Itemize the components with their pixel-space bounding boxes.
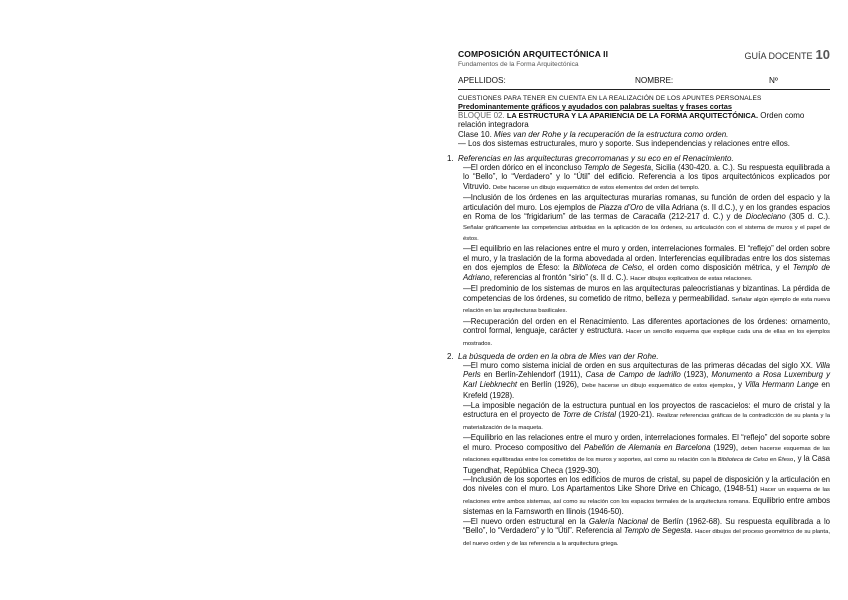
bloque-label: BLOQUE 02. (458, 111, 505, 120)
paragraph: —Equilibrio en las relaciones entre el muro y orden, interrelaciones formales. El “reflejo” del soporte sobre el muro. Proceso compositivo del Pabellón de Alemania en Barcelona (1929), deben hacerse esquemas de las relaciones equilibradas entre los cometidos de los muros y soportes, así como su relación con la Biblioteca de Celso en Éfeso, y la Casa Tugendhat, República Checa (1929-30). (463, 433, 831, 475)
cuestiones-heading: CUESTIONES PARA TENER EN CUENTA EN LA REALIZACIÓN DE LOS APUNTES PERSONALES (458, 95, 762, 102)
paragraph: —El equilibrio en las relaciones entre el muro y orden, interrelaciones formales. El “reflejo” del orden sobre el muro, y la traslación de la forma abovedada al orden. Interferencias equilibradas entre los dos sistemas en dos ejemplos de Éfeso: la Biblioteca de Celso, el orden como disposición métrica, y el Templo de Adriano, referencias al frontón “sirio” (s. II d. C.). Hacer dibujos explicativos de estas relaciones. (463, 244, 830, 282)
topic-list (447, 153, 831, 549)
numero-label: Nº (769, 76, 778, 85)
paragraph: —El muro como sistema inicial de orden en sus arquitecturas de las primeras décadas del siglo XX. Villa Perls en Berlín-Zehlendorf (1911), Casa de Campo de ladrillo (1923), Monumento a Rosa Luxemburg y Karl Liebknecht en Berlín (1926), Debe hacerse un dibujo esquemático de estos ejemplos, y Villa Hermann Lange en Krefeld (1928). (463, 360, 830, 401)
guide-badge (745, 47, 830, 62)
paragraph: —Recuperación del orden en el Renacimiento. Las diferentes aportaciones de los órdenes: ornamento, control formal, lenguaje, carácter y estructura. Hacer un sencillo esquema que explique cada una de ellas en los ejemplos mostrados. (463, 316, 830, 347)
paragraph: —El nuevo orden estructural en la Galería Nacional de Berlín (1962-68). Su respuesta equilibrada a lo “Bello”, lo “Verdadero” y lo “Útil”. Referencia al Templo de Segesta. Hacer dibujos del proceso geométrico de su planta, del nuevo orden y de las referencia a la arquitectura griega. (463, 516, 830, 547)
document-page (447, 46, 831, 549)
bloque-rest: Orden como relación integradora (458, 111, 805, 130)
paragraph: —Inclusión de los soportes en los edificios de muros de cristal, su papel de disposición y la articulación en dos niveles con el muro. Los Apartamentos Like Shore Drive en Chicago, (1948-51) Hacer un esquema de las relaciones entre ambos sistemas, así como su relación con los espacios termales de la arquitectura romana. Equilibrio entre ambos sistemas en la Farnsworth en Ilinois (1946-50). (463, 474, 830, 517)
topic-number: 1. (447, 153, 454, 163)
clase-prefix: Clase 10. (458, 129, 495, 139)
clase-line (458, 130, 830, 139)
topic-number: 2. (447, 351, 454, 361)
predominantemente-note: Predominantemente gráficos y ayudados con palabras sueltas y frases cortas (458, 102, 732, 111)
paragraph: —El orden dórico en el inconcluso Templo de Segesta, Sicilia (430-420. a. C.). Su respuesta equilibrada a lo “Bello”, lo “Verdadero” y lo “Útil” del edificio. Referencia a los tipos arquitectónicos explicados por Vitruvio. Debe hacerse un dibujo esquemático de estos elementos del orden del templo. (463, 162, 830, 191)
topic-title: Referencias en las arquitecturas grecorromanas y su eco en el Renacimiento. (458, 153, 734, 163)
bloque-title: LA ESTRUCTURA Y LA APARIENCIA DE LA FORMA ARQUITECTÓNICA. (506, 111, 759, 120)
student-fields (458, 76, 830, 90)
course-title: COMPOSICIÓN ARQUITECTÓNICA II (458, 49, 609, 59)
nombre-label: NOMBRE: (635, 76, 674, 85)
topic-title: La búsqueda de orden en la obra de Mies van der Rohe. (458, 351, 659, 361)
paragraph: —Inclusión de los órdenes en las arquitecturas murarias romanas, su función de orden del espacio y la articulación del muro. Los ejemplos de Piazza d’Oro de villa Adriana (s. II d.C.), y en los grandes espacios en Roma de los “frigidarium” de las termas de Caracalla (212-217 d. C.) y de Diocleciano (305 d. C.). Señalar gráficamente las competencias atribuidas en la aplicación de los órdenes, su articulación con el sistema de muros y el papel de éstos. (463, 193, 831, 242)
topic-item-2 (447, 351, 831, 549)
bloque-heading (458, 111, 830, 130)
paragraph: —El predominio de los sistemas de muros en las arquitecturas paleocristianas y bizantinas. La pérdida de competencias de los órdenes, su cometido de ritmo, belleza y permeabilidad. Señalar algún ejemplo de esta nueva relación en las arquitecturas basilicales. (463, 284, 830, 315)
course-subtitle: Fundamentos de la Forma Arquitectónica (458, 61, 579, 68)
apellidos-label: APELLIDOS: (458, 76, 506, 85)
paragraph: —La imposible negación de la estructura puntual en los proyectos de rascacielos: el muro de cristal y la estructura en el proyecto de Torre de Cristal (1920-21). Realizar referencias gráficas de la contradicción de su planta y la materialización de la maqueta. (463, 400, 831, 431)
guide-label: GUÍA DOCENTE (744, 51, 813, 61)
guide-number: 10 (815, 47, 830, 62)
topic-item-1 (447, 153, 831, 349)
clase-title: Mies van der Rohe y la recuperación de la estructura como orden. (494, 129, 729, 139)
intro-line: — Los dos sistemas estructurales, muro y soporte. Sus independencias y relaciones entre ellos. (458, 138, 790, 148)
document-header (458, 46, 830, 70)
